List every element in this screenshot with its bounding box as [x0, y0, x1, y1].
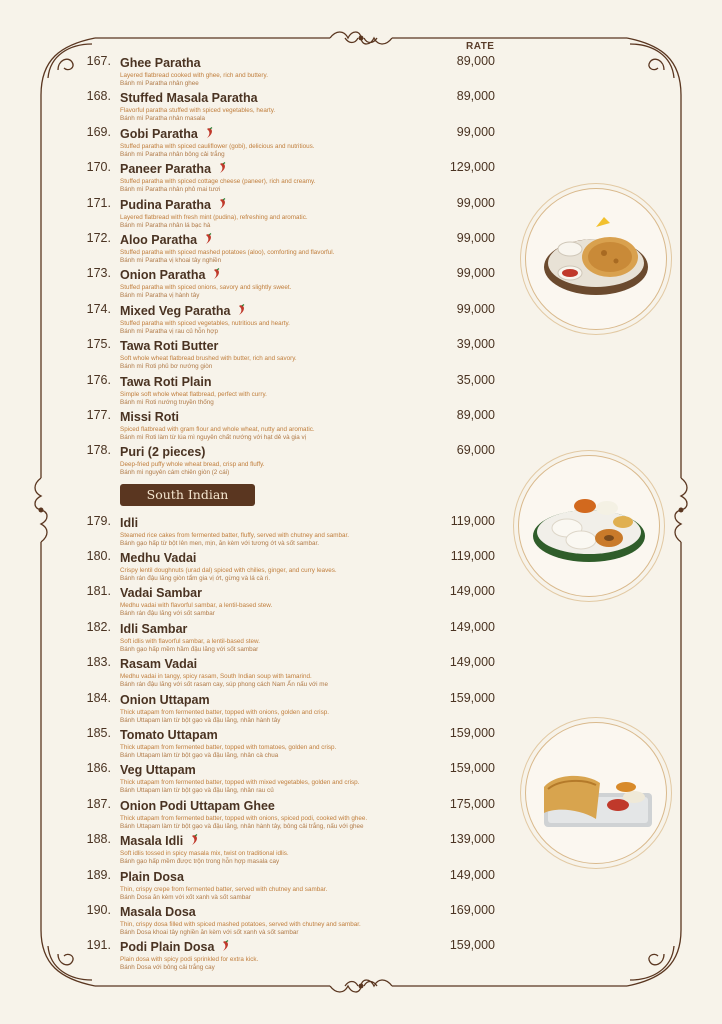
item-price: 99,000	[456, 124, 495, 139]
item-price: 149,000	[449, 655, 495, 670]
item-number: 170.	[86, 160, 111, 175]
item-price: 129,000	[449, 160, 495, 175]
item-description: Stuffed paratha with spiced vegetables, nutritious and hearty.	[120, 319, 290, 327]
item-description-vietnamese: Bánh mì Roti làm từ lúa mì nguyên chất nướng với hạt dẻ và gia vị	[120, 433, 307, 441]
item-description-vietnamese: Bánh rán đậu lăng giòn tẩm gia vị ớt, gừng và lá cà ri.	[120, 575, 271, 583]
item-description-vietnamese: Bánh Dosa với bông cải trắng cay	[120, 964, 215, 972]
item-description: Stuffed paratha with spiced mashed potatoes (aloo), comforting and flavorful.	[120, 248, 335, 256]
item-price: 175,000	[449, 796, 495, 811]
south-indian-items	[80, 514, 500, 974]
item-number: 181.	[86, 584, 111, 599]
item-price: 149,000	[449, 867, 495, 882]
menu-item	[80, 125, 500, 160]
item-number: 169.	[86, 124, 111, 139]
item-name: Onion Uttapam	[120, 692, 210, 707]
menu-item	[80, 373, 500, 408]
item-description: Soft whole wheat flatbread brushed with butter, rich and savory.	[120, 355, 297, 363]
item-description: Thick uttapam from fermented batter, topped with onions, golden and crisp.	[120, 708, 329, 716]
item-description-vietnamese: Bánh mì Paratha nhân bông cải trắng	[120, 150, 225, 158]
item-description: Spiced flatbread with gram flour and whole wheat, nutty and aromatic.	[120, 425, 315, 433]
item-number: 182.	[86, 619, 111, 634]
menu-item	[80, 549, 500, 584]
item-price: 99,000	[456, 266, 495, 281]
item-price: 69,000	[456, 443, 495, 458]
section-banner-south-indian	[80, 479, 500, 514]
item-name: Stuffed Masala Paratha	[120, 91, 258, 106]
item-description-vietnamese: Bánh mì Paratha vị hành tây	[120, 292, 200, 300]
menu-item	[80, 655, 500, 690]
menu-item	[80, 266, 500, 301]
chili-pepper-icon	[220, 940, 232, 952]
item-number: 187.	[86, 796, 111, 811]
section-title: South Indian	[120, 484, 255, 506]
item-name: Medhu Vadai	[120, 551, 197, 566]
item-number: 189.	[86, 867, 111, 882]
item-description-vietnamese: Bánh mì nguyên cám chiên giòn (2 cái)	[120, 469, 230, 477]
menu-item	[80, 868, 500, 903]
item-description: Thick uttapam from fermented batter, topped with mixed vegetables, golden and crisp.	[120, 779, 360, 787]
item-price: 89,000	[456, 54, 495, 68]
item-description: Steamed rice cakes from fermented batter, fluffy, served with chutney and sambar.	[120, 531, 350, 539]
item-number: 174.	[86, 301, 111, 316]
item-price: 149,000	[449, 619, 495, 634]
item-description: Thin, crispy dosa filled with spiced mashed potatoes, served with chutney and sambar.	[120, 920, 361, 928]
item-price: 89,000	[456, 89, 495, 104]
item-price: 139,000	[449, 832, 495, 847]
menu-item	[80, 761, 500, 796]
item-price: 119,000	[450, 513, 495, 528]
item-description: Layered flatbread with fresh mint (pudina), refreshing and aromatic.	[120, 213, 308, 221]
menu-item	[80, 302, 500, 337]
item-number: 177.	[86, 407, 111, 422]
item-description-vietnamese: Bánh mì Roti nướng truyền thống	[120, 398, 214, 406]
item-description-vietnamese: Bánh gạo hấp từ bột lên men, mịn, ăn kèm với tương ớt và sốt sambar.	[120, 539, 319, 547]
item-price: 159,000	[449, 726, 495, 741]
item-number: 171.	[86, 195, 111, 210]
item-name: Pudina Paratha	[120, 197, 211, 212]
item-description-vietnamese: Bánh Uttapam làm từ bột gạo và đậu lăng, nhân cà chua	[120, 752, 279, 760]
item-name: Aloo Paratha	[120, 232, 198, 247]
item-description: Stuffed paratha with spiced cottage cheese (paneer), rich and creamy.	[120, 178, 316, 186]
item-price: 169,000	[449, 902, 495, 917]
item-description: Thick uttapam from fermented batter, topped with onions, spiced podi, cooked with ghee.	[120, 814, 368, 822]
item-description: Simple soft whole wheat flatbread, perfect with curry.	[120, 390, 267, 398]
item-description: Layered flatbread cooked with ghee, rich and buttery.	[120, 72, 268, 79]
item-description-vietnamese: Bánh rán đậu lăng với sốt sambar	[120, 610, 215, 618]
item-price: 159,000	[449, 761, 495, 776]
menu-item	[80, 832, 500, 867]
item-number: 175.	[86, 337, 111, 352]
item-description: Crispy lentil doughnuts (urad dal) spiced with chilies, ginger, and curry leaves.	[120, 567, 337, 575]
chili-pepper-icon	[189, 834, 201, 846]
chili-pepper-icon	[211, 268, 223, 280]
item-description: Deep-fried puffy whole wheat bread, crisp and fluffy.	[120, 461, 265, 469]
item-description: Thick uttapam from fermented batter, topped with tomatoes, golden and crisp.	[120, 744, 337, 752]
item-number: 178.	[86, 443, 111, 458]
item-price: 35,000	[456, 372, 495, 387]
item-description: Stuffed paratha with spiced cauliflower (gobi), delicious and nutritious.	[120, 142, 315, 150]
item-price: 89,000	[456, 407, 495, 422]
item-number: 185.	[86, 726, 111, 741]
item-description: Soft idlis with flavorful sambar, a lentil-based stew.	[120, 637, 260, 645]
item-price: 39,000	[456, 337, 495, 352]
paratha-plate-image	[525, 188, 667, 330]
item-price: 159,000	[449, 690, 495, 705]
rate-column-header: RATE	[466, 41, 495, 52]
item-description-vietnamese: Bánh mì Paratha nhân masala	[120, 115, 206, 123]
menu-item	[80, 938, 500, 973]
item-name: Gobi Paratha	[120, 126, 198, 141]
menu-item	[80, 196, 500, 231]
item-description: Stuffed paratha with spiced onions, savory and slightly sweet.	[120, 284, 292, 292]
item-description-vietnamese: Bánh Dosa ăn kèm với xốt xanh và sốt sambar	[120, 893, 251, 901]
item-number: 179.	[86, 513, 111, 528]
menu-item	[80, 337, 500, 372]
item-description-vietnamese: Bánh mì Paratha nhân lá bạc hà	[120, 221, 211, 229]
item-description: Plain dosa with spicy podi sprinkled for extra kick.	[120, 956, 259, 964]
menu-item	[80, 903, 500, 938]
item-description: Flavorful paratha stuffed with spiced vegetables, hearty.	[120, 107, 276, 115]
item-number: 168.	[86, 89, 111, 104]
item-name: Puri (2 pieces)	[120, 445, 206, 460]
item-description-vietnamese: Bánh mì Paratha vị rau củ hỗn hợp	[120, 327, 218, 335]
menu-item	[80, 443, 500, 478]
item-description-vietnamese: Bánh rán đậu lăng với sốt rasam cay, súp phong cách Nam Ấn nấu với me	[120, 681, 329, 689]
item-name: Missi Roti	[120, 409, 180, 424]
item-name: Masala Dosa	[120, 904, 196, 919]
item-name: Ghee Paratha	[120, 56, 201, 70]
item-number: 186.	[86, 761, 111, 776]
item-name: Mixed Veg Paratha	[120, 303, 231, 318]
item-description-vietnamese: Bánh Dosa khoai tây nghiền ăn kèm với sốt xanh và sốt sambar	[120, 928, 299, 936]
item-name: Paneer Paratha	[120, 162, 212, 177]
item-price: 99,000	[456, 301, 495, 316]
item-description-vietnamese: Bánh Uttapam làm từ bột gạo và đậu lăng, nhân rau củ	[120, 787, 274, 795]
menu-item	[80, 797, 500, 832]
item-name: Masala Idli	[120, 834, 184, 849]
item-name: Idli	[120, 515, 139, 530]
menu-item	[80, 620, 500, 655]
item-name: Onion Paratha	[120, 268, 206, 283]
item-name: Podi Plain Dosa	[120, 940, 215, 955]
item-name: Idli Sambar	[120, 621, 188, 636]
item-description-vietnamese: Bánh gạo hấp mềm được trộn trong hỗn hợp masala cay	[120, 858, 280, 866]
item-price: 119,000	[450, 549, 495, 564]
menu-item	[80, 584, 500, 619]
menu-item	[80, 89, 500, 124]
item-price: 159,000	[449, 938, 495, 953]
menu-item	[80, 408, 500, 443]
item-price: 99,000	[456, 195, 495, 210]
menu-item	[80, 726, 500, 761]
item-number: 188.	[86, 832, 111, 847]
item-price: 99,000	[456, 230, 495, 245]
menu-list	[80, 54, 500, 974]
item-description-vietnamese: Bánh mì Paratha vị khoai tây nghiền	[120, 256, 222, 264]
chili-pepper-icon	[204, 127, 216, 139]
chili-pepper-icon	[217, 162, 229, 174]
paratha-items	[80, 54, 500, 479]
item-description-vietnamese: Bánh Uttapam làm từ bột gạo và đậu lăng, nhân hành tây, bông cải trắng, nấu với ghee	[120, 822, 364, 830]
item-number: 176.	[86, 372, 111, 387]
item-name: Tawa Roti Plain	[120, 374, 212, 389]
menu-item	[80, 231, 500, 266]
dosa-plate-image	[525, 722, 667, 864]
item-number: 173.	[86, 266, 111, 281]
item-description-vietnamese: Bánh Uttapam làm từ bột gạo và đậu lăng, nhân hành tây	[120, 716, 281, 724]
item-number: 167.	[86, 54, 111, 68]
item-number: 180.	[86, 549, 111, 564]
item-description: Soft idlis tossed in spicy masala mix, twist on traditional idlis.	[120, 850, 289, 858]
item-name: Veg Uttapam	[120, 763, 196, 778]
item-name: Onion Podi Uttapam Ghee	[120, 798, 275, 813]
item-number: 172.	[86, 230, 111, 245]
item-number: 191.	[86, 938, 111, 953]
item-name: Rasam Vadai	[120, 657, 198, 672]
item-description: Medhu vadai with flavorful sambar, a lentil-based stew.	[120, 602, 273, 610]
item-name: Plain Dosa	[120, 869, 184, 884]
item-description-vietnamese: Bánh mì Paratha nhân ghee	[120, 80, 199, 87]
item-number: 184.	[86, 690, 111, 705]
item-name: Tomato Uttapam	[120, 728, 218, 743]
chili-pepper-icon	[203, 233, 215, 245]
item-description-vietnamese: Bánh gạo hấp mềm hầm đậu lăng với sốt sambar	[120, 645, 259, 653]
item-price: 149,000	[449, 584, 495, 599]
item-description: Thin, crispy crepe from fermented batter, served with chutney and sambar.	[120, 885, 328, 893]
item-description-vietnamese: Bánh mì Paratha nhân phô mai tươi	[120, 186, 221, 194]
menu-item	[80, 514, 500, 549]
item-number: 190.	[86, 902, 111, 917]
menu-item	[80, 54, 500, 89]
item-description-vietnamese: Bánh mì Roti phủ bơ nướng giòn	[120, 363, 213, 371]
item-name: Tawa Roti Butter	[120, 339, 219, 354]
menu-item	[80, 160, 500, 195]
idli-plate-image	[518, 455, 660, 597]
chili-pepper-icon	[217, 198, 229, 210]
item-number: 183.	[86, 655, 111, 670]
item-name: Vadai Sambar	[120, 586, 202, 601]
chili-pepper-icon	[236, 304, 248, 316]
menu-item	[80, 691, 500, 726]
item-description: Medhu vadai in tangy, spicy rasam, South Indian soup with tamarind.	[120, 673, 312, 681]
